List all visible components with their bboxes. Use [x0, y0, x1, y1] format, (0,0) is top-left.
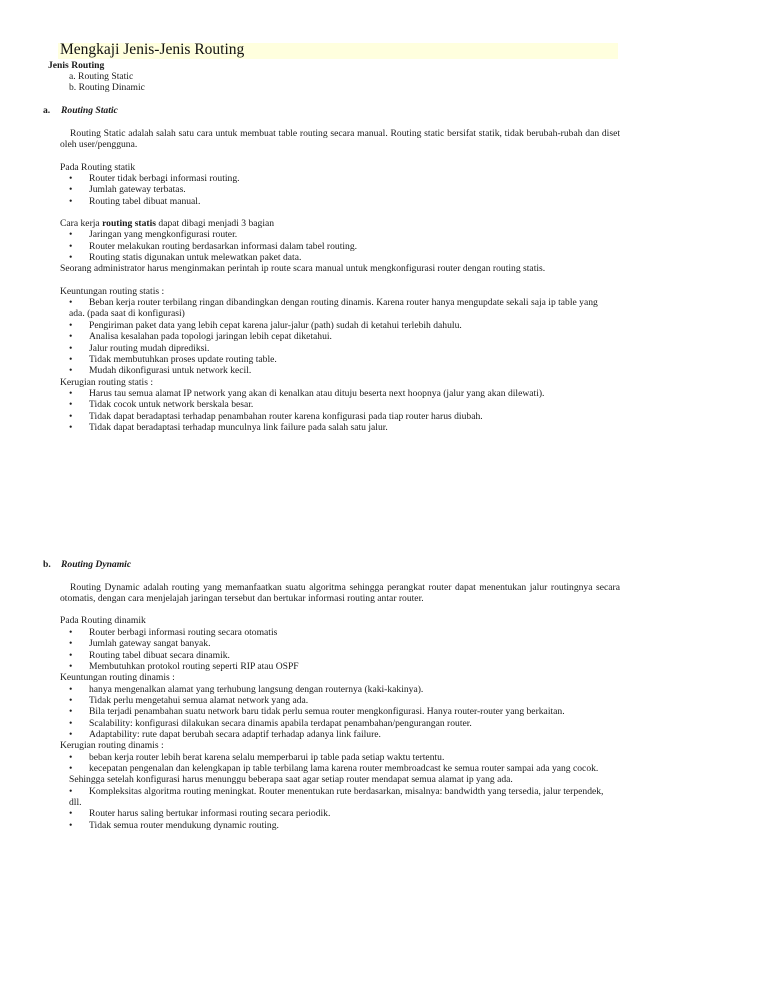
list-item-continuation: ada. (pada saat di konfigurasi) — [69, 308, 185, 319]
bullet: • — [69, 661, 73, 672]
keuntungan-dinamis-label: Keuntungan routing dinamis : — [60, 672, 175, 683]
list-item: Jumlah gateway sangat banyak. — [89, 638, 211, 649]
bullet: • — [69, 695, 73, 706]
list-item: beban kerja router lebih berat karena selalu memperbarui ip table pada setiap waktu tertentu. — [89, 752, 445, 763]
cara-kerja-prefix: Cara kerja — [60, 218, 103, 229]
list-item: Scalability: konfigurasi dilakukan secara dinamis apabila terdapat penambahan/pengurangan router. — [89, 718, 472, 729]
bullet: • — [69, 252, 73, 263]
list-item: Adaptability: rute dapat berubah secara adaptif terhadap adanya link failure. — [89, 729, 381, 740]
list-item: Router berbagi informasi routing secara otomatis — [89, 627, 278, 638]
bullet: • — [69, 808, 73, 819]
bullet: • — [69, 638, 73, 649]
bullet: • — [69, 752, 73, 763]
list-item: Tidak semua router mendukung dynamic routing. — [89, 820, 279, 831]
pada-dinamik-label: Pada Routing dinamik — [60, 615, 146, 626]
list-item: Harus tau semua alamat IP network yang akan di kenalkan atau dituju beserta next hoopnya (jalur yang akan dilewati). — [89, 388, 545, 399]
list-item: Router harus saling bertukar informasi routing secara periodik. — [89, 808, 331, 819]
list-item-continuation: dll. — [69, 797, 82, 808]
bullet: • — [69, 388, 73, 399]
bullet: • — [69, 173, 73, 184]
bullet: • — [69, 399, 73, 410]
list-item: Tidak dapat beradaptasi terhadap munculnya link failure pada salah satu jalur. — [89, 422, 388, 433]
list-item: Routing statis digunakan untuk melewatkan paket data. — [89, 252, 302, 263]
list-item: Membutuhkan protokol routing seperti RIP atau OSPF — [89, 661, 299, 672]
jenis-item-static: a. Routing Static — [69, 71, 134, 82]
cara-kerja-bold: routing statis — [102, 218, 157, 229]
section-b-heading: Routing Dynamic — [61, 559, 132, 570]
bullet: • — [69, 331, 73, 342]
page-title: Mengkaji Jenis-Jenis Routing — [60, 41, 245, 58]
cara-kerja-line — [60, 218, 274, 229]
list-item: Analisa kesalahan pada topologi jaringan lebih cepat diketahui. — [89, 331, 332, 342]
jenis-item-dinamic: b. Routing Dinamic — [69, 82, 145, 93]
bullet: • — [69, 650, 73, 661]
bullet: • — [69, 411, 73, 422]
bullet: • — [69, 241, 73, 252]
list-item: Jalur routing mudah diprediksi. — [89, 343, 210, 354]
section-a-marker: a. — [43, 105, 51, 116]
list-item: Pengiriman paket data yang lebih cepat karena jalur-jalur (path) sudah di ketahui terlebih dahulu. — [89, 320, 462, 331]
kerugian-statis-label: Kerugian routing statis : — [60, 377, 153, 388]
admin-line: Seorang administrator harus menginmakan perintah ip route scara manual untuk mengkonfigurasi router dengan routing statis. — [60, 263, 546, 274]
list-item: Routing tabel dibuat secara dinamik. — [89, 650, 230, 661]
list-item: Routing tabel dibuat manual. — [89, 196, 201, 207]
bullet: • — [69, 196, 73, 207]
list-item: Mudah dikonfigurasi untuk network kecil. — [89, 365, 252, 376]
list-item: Tidak perlu mengetahui semua alamat network yang ada. — [89, 695, 309, 706]
list-note: Sehingga setelah konfigurasi harus menunggu beberapa saat agar setiap router mendapat semua alamat ip yang ada. — [69, 774, 513, 785]
list-item: Beban kerja router terbilang ringan dibandingkan dengan routing dinamis. Karena router hanya mengupdate sekali saja ip table yang — [89, 297, 598, 308]
bullet: • — [69, 365, 73, 376]
bullet: • — [69, 422, 73, 433]
list-item: Router melakukan routing berdasarkan informasi dalam tabel routing. — [89, 241, 358, 252]
bullet: • — [69, 297, 73, 308]
jenis-heading: Jenis Routing — [48, 60, 105, 71]
bullet: • — [69, 684, 73, 695]
pada-statik-label: Pada Routing statik — [60, 162, 136, 173]
bullet: • — [69, 354, 73, 365]
bullet: • — [69, 786, 73, 797]
list-item: Kompleksitas algoritma routing meningkat. Router menentukan rute berdasarkan, misalnya: bandwidth yang tersedia, jalur terpendek, — [89, 786, 604, 797]
bullet: • — [69, 627, 73, 638]
section-a-heading: Routing Static — [61, 105, 118, 116]
list-item: Jaringan yang mengkonfigurasi router. — [89, 229, 238, 240]
list-item: Tidak dapat beradaptasi terhadap penambahan router karena konfigurasi pada tiap router harus diubah. — [89, 411, 483, 422]
list-item: Bila terjadi penambahan suatu network baru tidak perlu semua router mengkonfigurasi. Hanya router-router yang berkaitan. — [89, 706, 565, 717]
list-item: hanya mengenalkan alamat yang terhubung langsung dengan routernya (kaki-kakinya). — [89, 684, 424, 695]
bullet: • — [69, 706, 73, 717]
list-item: kecepatan pengenalan dan kelengkapan ip table terbilang lama karena router membroadcast ke semua router sampai ada yang cocok. — [89, 763, 599, 774]
bullet: • — [69, 820, 73, 831]
list-item: Tidak membutuhkan proses update routing table. — [89, 354, 277, 365]
bullet: • — [69, 320, 73, 331]
list-item: Router tidak berbagi informasi routing. — [89, 173, 240, 184]
keuntungan-statis-label: Keuntungan routing statis : — [60, 286, 165, 297]
bullet: • — [69, 718, 73, 729]
bullet: • — [69, 229, 73, 240]
list-item: Tidak cocok untuk network berskala besar. — [89, 399, 254, 410]
section-b-intro: Routing Dynamic adalah routing yang memanfaatkan suatu algoritma sehingga perangkat router dapat menentukan jalur routingnya secara otomatis, dengan cara menjelajah jaringan tersebut dan bertukar informasi routing antar router. — [60, 582, 620, 605]
section-a-intro: Routing Static adalah salah satu cara untuk membuat table routing secara manual. Routing static bersifat statik, tidak berubah-rubah dan diset oleh user/pengguna. — [60, 128, 620, 151]
bullet: • — [69, 729, 73, 740]
cara-kerja-suffix: dapat dibagi menjadi 3 bagian — [156, 218, 275, 229]
list-item: Jumlah gateway terbatas. — [89, 184, 186, 195]
bullet: • — [69, 763, 73, 774]
kerugian-dinamis-label: Kerugian routing dinamis : — [60, 740, 164, 751]
section-b-marker: b. — [43, 559, 51, 570]
bullet: • — [69, 184, 73, 195]
bullet: • — [69, 343, 73, 354]
